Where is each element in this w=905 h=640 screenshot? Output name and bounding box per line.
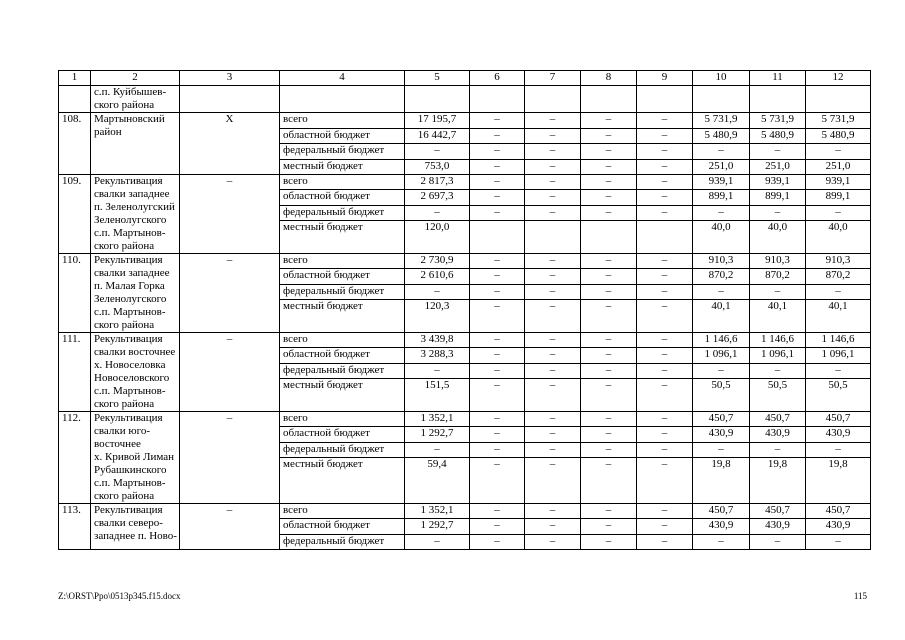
name-line: Зеленолугского [94,292,167,305]
cell-c9: – [637,190,693,205]
name-line: Рекультивация [94,174,163,187]
header-cell: 4 [280,71,405,86]
cell-c9 [637,221,693,254]
cell-c12: 450,7 [806,503,871,518]
cell-c10: 450,7 [693,503,750,518]
cell-c7: – [525,174,581,189]
row-number: 109. [59,174,91,253]
name-line: с.п. Мартынов- [94,384,166,397]
cell-c7: – [525,534,581,549]
name-line: ского района [94,397,155,410]
cell-c9: – [637,379,693,412]
row-mark: – [180,174,280,253]
cell-c8: – [581,332,637,347]
cell-c8: – [581,128,637,143]
cell-c6: – [470,332,525,347]
row-mark: – [180,332,280,411]
name-line: п. Зеленолугский [94,200,175,213]
cell-c9: – [637,442,693,457]
cell-c7 [525,221,581,254]
cell-c7: – [525,411,581,426]
cell-c6: – [470,363,525,378]
cell-c8: – [581,519,637,534]
cell-c8: – [581,253,637,268]
cell-c9: – [637,519,693,534]
cell-c9: – [637,128,693,143]
cell-c7: – [525,159,581,174]
table-row [59,113,871,128]
cell-c7: – [525,348,581,363]
cell-c9: – [637,269,693,284]
cell-c12: 40,0 [806,221,871,254]
name-line: с.п. Куйбышев- [94,86,167,99]
cell-c11: 430,9 [750,519,806,534]
cell-c7: – [525,113,581,128]
cell-c7: – [525,253,581,268]
cell-c5: – [405,442,470,457]
cell-c11: 450,7 [750,411,806,426]
budget-table [58,70,871,550]
name-line: п. Малая Горка [94,279,165,292]
cell-c8: – [581,458,637,504]
table-body [59,71,871,550]
cell-c8: – [581,442,637,457]
funding-label: местный бюджет [280,379,405,412]
cell-c12: 430,9 [806,427,871,442]
cell-c10: 899,1 [693,190,750,205]
cell-c8: – [581,144,637,159]
cell-c9: – [637,503,693,518]
row-name [91,113,180,175]
funding-label: федеральный бюджет [280,144,405,159]
cell-c6: – [470,442,525,457]
cell-c10 [693,86,750,113]
cell-c12: 899,1 [806,190,871,205]
cell-c10: 19,8 [693,458,750,504]
page-number: 115 [853,591,867,601]
header-cell: 12 [806,71,871,86]
cell-c7 [525,86,581,113]
cell-c7: – [525,519,581,534]
cell-c5 [405,86,470,113]
cell-c12: 5 480,9 [806,128,871,143]
cell-c5: 753,0 [405,159,470,174]
cell-c10: – [693,363,750,378]
name-line: Зеленолугского [94,213,167,226]
cell-c11: – [750,534,806,549]
header-cell: 9 [637,71,693,86]
cell-c6: – [470,269,525,284]
cell-c9: – [637,205,693,220]
cell-c5: – [405,534,470,549]
name-line: район [94,126,122,139]
continuation-row [59,86,871,113]
cell-c9: – [637,253,693,268]
cell-c6: – [470,348,525,363]
cell-c6: – [470,159,525,174]
cell-c12 [806,86,871,113]
cell-c5: 17 195,7 [405,113,470,128]
cell-c8: – [581,300,637,333]
name-line: восточнее [94,437,141,450]
cell-c11: – [750,284,806,299]
table-row [59,253,871,268]
cell-c6: – [470,427,525,442]
name-line: ского района [94,318,155,331]
cell-c9: – [637,458,693,504]
cell-c10: – [693,284,750,299]
name-line: свалки западнее [94,187,170,200]
funding-label: федеральный бюджет [280,205,405,220]
funding-label: федеральный бюджет [280,442,405,457]
cell-c5: 2 697,3 [405,190,470,205]
cell-c5: – [405,144,470,159]
funding-label: областной бюджет [280,348,405,363]
cell-c5: 16 442,7 [405,128,470,143]
cell-c11: 50,5 [750,379,806,412]
name-line: свалки юго- [94,424,150,437]
cell-c7: – [525,128,581,143]
row-name [91,503,180,549]
cell-c6: – [470,284,525,299]
cell-c9: – [637,174,693,189]
cell-c7: – [525,427,581,442]
header-cell: 6 [470,71,525,86]
cell-c12: – [806,363,871,378]
cell-c5: 3 288,3 [405,348,470,363]
cell-c10: 1 096,1 [693,348,750,363]
cell-c9: – [637,332,693,347]
cell-c5: 2 817,3 [405,174,470,189]
funding-label: всего [280,332,405,347]
cell-c12: 251,0 [806,159,871,174]
cell-c7: – [525,332,581,347]
cell-c9: – [637,534,693,549]
cell-c12: 5 731,9 [806,113,871,128]
cell-c10: 40,1 [693,300,750,333]
funding-label: местный бюджет [280,159,405,174]
cell-c9: – [637,284,693,299]
cell-c8: – [581,113,637,128]
cell-c7: – [525,458,581,504]
row-mark: – [180,503,280,549]
row-name [91,174,180,253]
name-line: свалки западнее [94,266,170,279]
cell-c10: 40,0 [693,221,750,254]
cell-c7: – [525,284,581,299]
cell-c7: – [525,379,581,412]
cell-c10: 5 480,9 [693,128,750,143]
cell-c7: – [525,363,581,378]
cell-c8: – [581,174,637,189]
name-line: Рубашкинского [94,463,167,476]
cell-c5: 2 610,6 [405,269,470,284]
name-line: Рекультивация [94,332,163,345]
cell-c12: 1 146,6 [806,332,871,347]
cell-c10: 910,3 [693,253,750,268]
cell-c8: – [581,363,637,378]
cell-c10: 5 731,9 [693,113,750,128]
row-mark: Х [180,113,280,175]
cell-label [280,86,405,113]
cell-c8: – [581,190,637,205]
cell-c12: 50,5 [806,379,871,412]
cell-c7: – [525,503,581,518]
header-cell: 5 [405,71,470,86]
name-line: Рекультивация [94,503,163,516]
cell-c9: – [637,300,693,333]
cell-c11: – [750,205,806,220]
row-number: 112. [59,411,91,503]
funding-label: местный бюджет [280,458,405,504]
name-line: Рекультивация [94,253,163,266]
cell-num [59,86,91,113]
cell-c11: 870,2 [750,269,806,284]
cell-c9 [637,86,693,113]
header-cell: 11 [750,71,806,86]
row-mark: – [180,411,280,503]
cell-c8: – [581,427,637,442]
row-name [91,411,180,503]
header-cell: 2 [91,71,180,86]
cell-c8: – [581,379,637,412]
cell-c9: – [637,411,693,426]
cell-c6: – [470,300,525,333]
cell-c7: – [525,205,581,220]
cell-c6: – [470,534,525,549]
name-line: свалки восточнее [94,345,176,358]
cell-c5: 120,3 [405,300,470,333]
cell-c10: 50,5 [693,379,750,412]
funding-label: областной бюджет [280,190,405,205]
cell-c6: – [470,205,525,220]
row-number: 111. [59,332,91,411]
cell-c11: 5 480,9 [750,128,806,143]
cell-c11: 899,1 [750,190,806,205]
cell-c8 [581,86,637,113]
name-line: х. Кривой Лиман [94,450,174,463]
cell-c11: 5 731,9 [750,113,806,128]
cell-c7: – [525,442,581,457]
cell-c8: – [581,159,637,174]
cell-c10: 450,7 [693,411,750,426]
table-row [59,503,871,518]
funding-label: федеральный бюджет [280,284,405,299]
row-mark: – [180,253,280,332]
row-number: 110. [59,253,91,332]
cell-c8: – [581,205,637,220]
funding-label: областной бюджет [280,128,405,143]
cell-c6: – [470,379,525,412]
cell-c5: – [405,363,470,378]
funding-label: всего [280,411,405,426]
cell-c12: – [806,144,871,159]
funding-label: всего [280,113,405,128]
name-line: свалки северо- [94,516,163,529]
funding-label: всего [280,503,405,518]
header-cell: 3 [180,71,280,86]
cell-c12: 870,2 [806,269,871,284]
funding-label: областной бюджет [280,269,405,284]
cell-c9: – [637,159,693,174]
cell-c10: 430,9 [693,427,750,442]
cell-c12: – [806,442,871,457]
header-cell: 1 [59,71,91,86]
cell-c9: – [637,113,693,128]
name-line: ского района [94,99,155,112]
cell-c8: – [581,503,637,518]
cell-c8: – [581,348,637,363]
cell-c9: – [637,363,693,378]
cell-c8: – [581,411,637,426]
cell-c5: 59,4 [405,458,470,504]
name-line: Мартыновский [94,113,165,126]
file-path: Z:\ORST\Ppo\0513p345.f15.docx [58,591,181,601]
cell-c6: – [470,144,525,159]
cell-c10: – [693,205,750,220]
cell-c10: 870,2 [693,269,750,284]
cell-c7: – [525,190,581,205]
cell-c6: – [470,174,525,189]
cell-c5: 120,0 [405,221,470,254]
cell-c11: 1 146,6 [750,332,806,347]
cell-c5: 1 352,1 [405,411,470,426]
funding-label: областной бюджет [280,427,405,442]
cell-c10: – [693,534,750,549]
cell-c12: 910,3 [806,253,871,268]
cell-c11: 40,1 [750,300,806,333]
cell-c6: – [470,190,525,205]
cell-c12: 939,1 [806,174,871,189]
cell-c10: 430,9 [693,519,750,534]
cell-mark [180,86,280,113]
cell-c12: 1 096,1 [806,348,871,363]
cell-c7: – [525,300,581,333]
cell-c10: 939,1 [693,174,750,189]
name-line: с.п. Мартынов- [94,476,166,489]
row-name [91,253,180,332]
header-cell: 8 [581,71,637,86]
cell-c12: 430,9 [806,519,871,534]
cell-c12: – [806,534,871,549]
cell-c12: – [806,284,871,299]
cell-c9: – [637,348,693,363]
name-line: х. Новоселовка [94,358,166,371]
cell-c11 [750,86,806,113]
cell-c7: – [525,144,581,159]
cell-c12: – [806,205,871,220]
header-cell: 10 [693,71,750,86]
cell-c9: – [637,427,693,442]
name-line: Новоселовского [94,371,170,384]
cell-c5: 1 292,7 [405,427,470,442]
cell-c8: – [581,269,637,284]
funding-label: всего [280,174,405,189]
cell-c6: – [470,503,525,518]
cell-c8: – [581,284,637,299]
continuation-name [91,86,180,113]
cell-c10: – [693,144,750,159]
cell-c5: 1 352,1 [405,503,470,518]
name-line: с.п. Мартынов- [94,226,166,239]
cell-c11: 939,1 [750,174,806,189]
cell-c11: 910,3 [750,253,806,268]
header-cell: 7 [525,71,581,86]
table-row [59,411,871,426]
cell-c5: 151,5 [405,379,470,412]
table-row [59,174,871,189]
cell-c6 [470,221,525,254]
cell-c10: 1 146,6 [693,332,750,347]
cell-c5: 3 439,8 [405,332,470,347]
cell-c11: 450,7 [750,503,806,518]
cell-c5: – [405,205,470,220]
table-row [59,332,871,347]
cell-c11: 1 096,1 [750,348,806,363]
cell-c9: – [637,144,693,159]
funding-label: местный бюджет [280,300,405,333]
cell-c6 [470,86,525,113]
name-line: ского района [94,239,155,252]
cell-c6: – [470,253,525,268]
cell-c12: 19,8 [806,458,871,504]
funding-label: всего [280,253,405,268]
funding-label: федеральный бюджет [280,363,405,378]
cell-c11: 40,0 [750,221,806,254]
cell-c10: – [693,442,750,457]
cell-c6: – [470,128,525,143]
funding-label: местный бюджет [280,221,405,254]
cell-c6: – [470,411,525,426]
cell-c11: 251,0 [750,159,806,174]
cell-c12: 40,1 [806,300,871,333]
funding-label: областной бюджет [280,519,405,534]
name-line: с.п. Мартынов- [94,305,166,318]
cell-c11: 19,8 [750,458,806,504]
name-line: западнее п. Ново- [94,529,177,542]
name-line: ского района [94,489,155,502]
funding-label: федеральный бюджет [280,534,405,549]
cell-c10: 251,0 [693,159,750,174]
cell-c8: – [581,534,637,549]
cell-c6: – [470,458,525,504]
cell-c5: – [405,284,470,299]
row-number: 108. [59,113,91,175]
cell-c11: – [750,363,806,378]
cell-c7: – [525,269,581,284]
cell-c5: 2 730,9 [405,253,470,268]
cell-c12: 450,7 [806,411,871,426]
header-row [59,71,871,86]
cell-c6: – [470,113,525,128]
name-line: Рекультивация [94,411,163,424]
cell-c8 [581,221,637,254]
cell-c11: – [750,442,806,457]
cell-c11: 430,9 [750,427,806,442]
cell-c6: – [470,519,525,534]
row-number: 113. [59,503,91,549]
cell-c5: 1 292,7 [405,519,470,534]
cell-c11: – [750,144,806,159]
row-name [91,332,180,411]
